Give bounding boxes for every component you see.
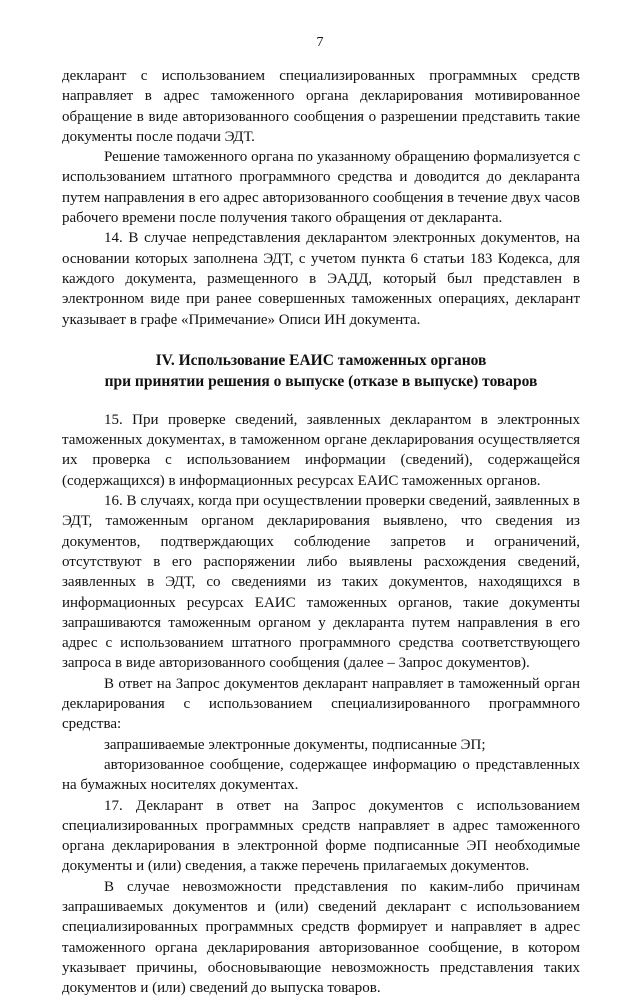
paragraph: 17. Декларант в ответ на Запрос документов с использованием специализированных программных средств направляет в адрес таможенного органа декларирования в электронной форме подписанные ЭП необходимые документы и (или) сведения, а также перечень прилагаемых документов.	[62, 797, 580, 875]
section-heading-line: IV. Использование ЕАИС таможенных органов	[155, 351, 487, 369]
paragraph: В ответ на Запрос документов декларант направляет в таможенный орган декларирования с использованием специализированного программного средства:	[62, 675, 580, 733]
document-body	[62, 66, 580, 998]
paragraph: В случае невозможности представления по каким-либо причинам запрашиваемых документов и (или) сведений декларант с использованием специализированных программных средств формирует и направляет в адрес таможенного органа декларирования авторизованное сообщение, в котором указывает причины, обосновывающие невозможность представления таких документов и (или) сведений до выпуска товаров.	[62, 878, 580, 997]
list-item: запрашиваемые электронные документы, подписанные ЭП;	[104, 736, 486, 753]
paragraph: 15. При проверке сведений, заявленных декларантом в электронных таможенных документах, в таможенном органе декларирования осуществляется их проверка с использованием информации (сведений), содержащейся (содержащихся) в информационных ресурсах ЕАИС таможенных органов.	[62, 411, 580, 489]
paragraph: Решение таможенного органа по указанному обращению формализуется с использованием штатного программного средства и доводится до декларанта путем направления в его адрес авторизованного сообщения в течение двух часов рабочего времени после получения такого обращения от декларанта.	[62, 149, 580, 227]
paragraph: декларант с использованием специализированных программных средств направляет в адрес таможенного органа декларирования мотивированное обращение в виде авторизованного сообщения о разрешении представить такие документы после подачи ЭДТ.	[62, 68, 580, 145]
section-heading-line: при принятии решения о выпуске (отказе в выпуске) товаров	[104, 372, 538, 390]
section-heading	[62, 350, 580, 392]
page-number: 7	[316, 35, 324, 50]
paragraph: 16. В случаях, когда при осуществлении проверки сведений, заявленных в ЭДТ, таможенным органом декларирования выявлено, что сведения из документов, подтверждающих соблюдение запретов и ограничений, отсутствуют в его распоряжении либо выявлены расхождения сведений, заявленных в ЭДТ, со сведениями из таких документов, находящихся в информационных ресурсах ЕАИС таможенных органов, такие документы запрашиваются таможенным органом у декларанта путем направления в его адрес с использованием штатного программного средства соответствующего запроса в виде авторизованного сообщения (далее – Запрос документов).	[62, 493, 580, 672]
list-item: авторизованное сообщение, содержащее информацию о представленных на бумажных носителях документах.	[62, 756, 580, 794]
paragraph: 14. В случае непредставления декларантом электронных документов, на основании которых заполнена ЭДТ, с учетом пункта 6 статьи 183 Кодекса, для каждого документа, размещенного в ЭАДД, который был представлен в электронном виде при ранее совершенных таможенных операциях, декларант указывает в графе «Примечание» Описи ИН документа.	[62, 230, 580, 328]
